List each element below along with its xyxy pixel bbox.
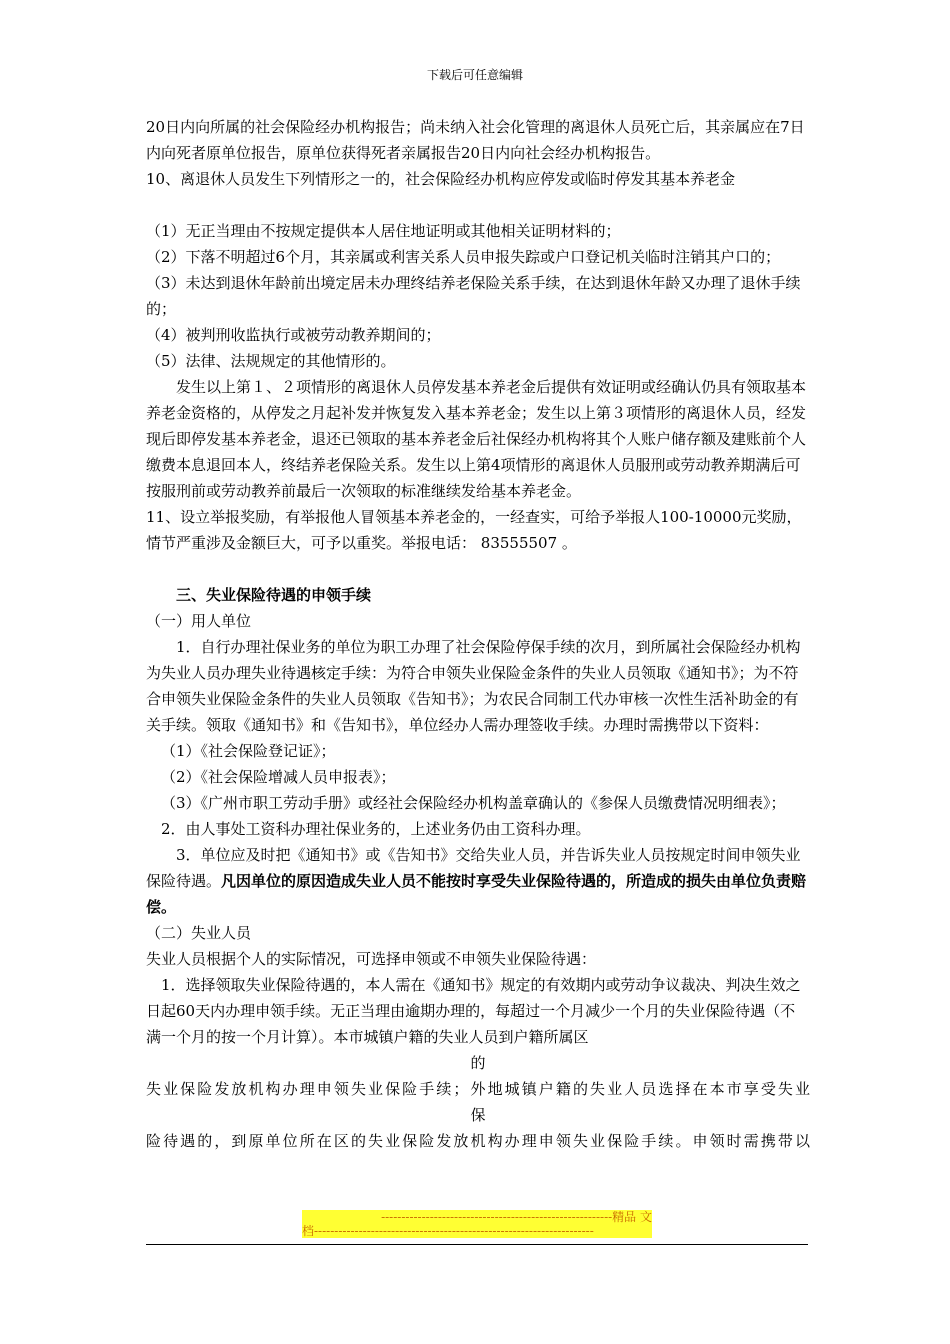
footer-line: 档--------------------------------------------------------------------- (302, 1224, 594, 1238)
list-item: （3）未达到退休年龄前出境定居未办理终结养老保险关系手续，在达到退休年龄又办理了退休手续的； (146, 274, 801, 318)
paragraph-fragment: 的 (470, 1054, 486, 1072)
blank-line (146, 192, 810, 218)
document-body (146, 114, 810, 1154)
paragraph (146, 842, 810, 920)
footer-rule (146, 1244, 808, 1245)
bold-text: 凡因单位的原因造成失业人员不能按时享受失业保险待遇的，所造成的损失由单位负责赔偿。 (146, 872, 807, 916)
paragraph: 失业人员根据个人的实际情况，可选择申领或不申领失业保险待遇： (146, 950, 597, 968)
page-header: 下载后可任意编辑 (426, 68, 523, 82)
list-item: （5）法律、法规规定的其他情形的。 (146, 352, 396, 370)
paragraph: 20日内向所属的社会保险经办机构报告；尚未纳入社会化管理的离退休人员死亡后，其亲属应在7日内向死者原单位报告，原单位获得死者亲属报告20日内向社会经办机构报告。 (146, 118, 805, 162)
paragraph: 失业保险发放机构办理申领失业保险手续；外地城镇户籍的失业人员选择在本市享受失业 (146, 1080, 810, 1098)
footer-line: ---------------------------------------------------------精品 文 (381, 1210, 652, 1224)
list-item: （4）被判刑收监执行或被劳动教养期间的； (146, 326, 441, 344)
list-item: （2）下落不明超过6个月，其亲属或利害关系人员申报失踪或户口登记机关临时注销其户口的； (146, 248, 781, 266)
paragraph: 10、离退休人员发生下列情形之一的，社会保险经办机构应停发或临时停发其基本养老金 (146, 170, 736, 188)
subsection-heading: （一）用人单位 (146, 612, 252, 630)
footer-watermark (302, 1210, 652, 1238)
paragraph: 险待遇的，到原单位所在区的失业保险发放机构办理申领失业保险手续。申领时需携带以 (146, 1132, 810, 1150)
paragraph-text: 3．单位应及时把《通知书》或《告知书》交给失业人员，并告诉失业人员按规定时间申领失业保险待遇。 (146, 846, 801, 890)
list-item: （3）《广州市职工劳动手册》或经社会保险经办机构盖章确认的《参保人员缴费情况明细表》； (161, 794, 786, 812)
list-item: （1）《社会保险登记证》； (161, 742, 336, 760)
paragraph: 2．由人事处工资科办理社保业务的，上述业务仍由工资科办理。 (161, 820, 591, 838)
paragraph: 发生以上第１、２项情形的离退休人员停发基本养老金后提供有效证明或经确认仍具有领取基本养老金资格的，从停发之月起补发并恢复发入基本养老金；发生以上第３项情形的离退休人员，经发现后即停发基本养老金，退还已领取的基本养老金后社保经办机构将其个人账户储存额及建账前个人缴费本息退回本人，终结养老保险关系。发生以上第4项情形的离退休人员服刑或劳动教养期满后可按服刑前或劳动教养前最后一次领取的标准继续发给基本养老金。 (146, 378, 807, 500)
section-heading: 三、失业保险待遇的申领手续 (176, 586, 372, 604)
paragraph: 1．自行办理社保业务的单位为职工办理了社会保险停保手续的次月，到所属社会保险经办机构为失业人员办理失业待遇核定手续：为符合申领失业保险金条件的失业人员领取《通知书》；为不符合申领失业保险金条件的失业人员领取《告知书》；为农民合同制工代办审核一次性生活补助金的有关手续。领取《通知书》和《告知书》，单位经办人需办理签收手续。办理时需携带以下资料： (146, 638, 801, 734)
list-item: （2）《社会保险增减人员申报表》； (161, 768, 396, 786)
paragraph: 11、设立举报奖励，有举报他人冒领基本养老金的，一经查实，可给予举报人100-10000元奖励，情节严重涉及金额巨大，可予以重奖。举报电话： 83555507 。 (146, 508, 802, 552)
list-item: （1）无正当理由不按规定提供本人居住地证明或其他相关证明材料的； (146, 222, 621, 240)
subsection-heading: （二）失业人员 (146, 924, 252, 942)
paragraph-fragment: 保 (470, 1106, 486, 1124)
paragraph: 1．选择领取失业保险待遇的，本人需在《通知书》规定的有效期内或劳动争议裁决、判决生效之日起60天内办理申领手续。无正当理由逾期办理的，每超过一个月减少一个月的失业保险待遇（不满一个月的按一个月计算）。本市城镇户籍的失业人员到户籍所属区 (146, 976, 801, 1046)
